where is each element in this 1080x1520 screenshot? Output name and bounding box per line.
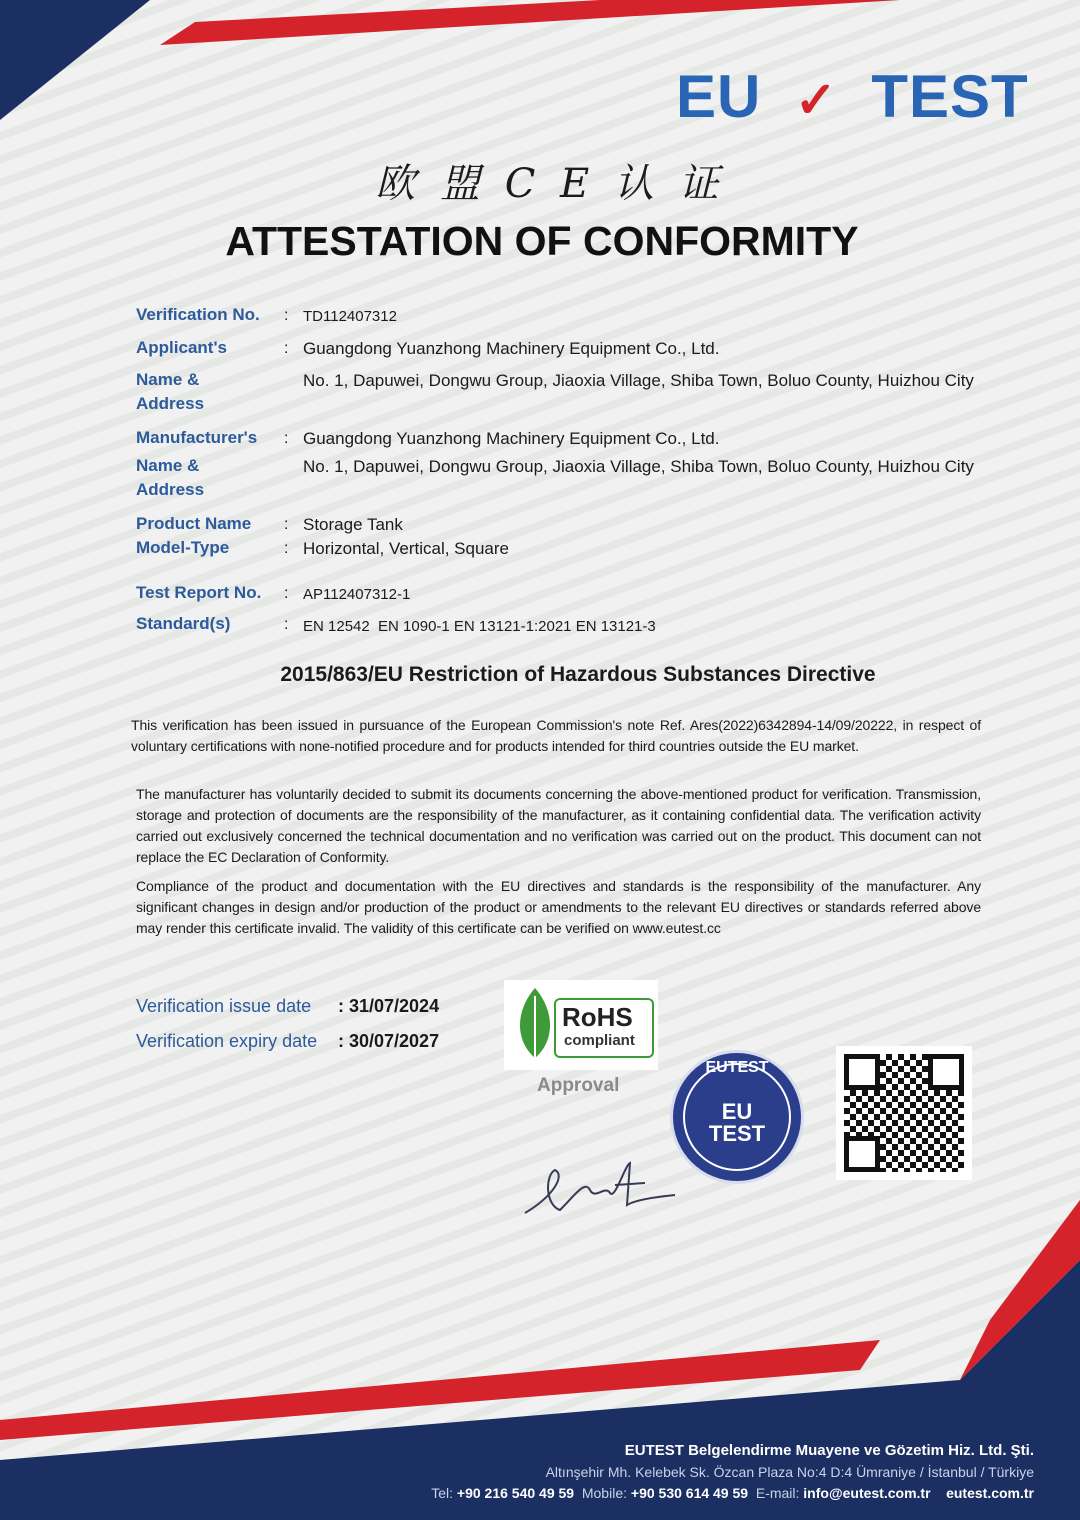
- colon: :: [284, 585, 289, 602]
- model-type-value: Horizontal, Vertical, Square: [303, 539, 509, 558]
- seal-ring-text: EUTEST: [705, 1059, 769, 1076]
- signature: [515, 1155, 685, 1225]
- eutest-logo: EU ✓ TEST: [676, 63, 1029, 130]
- manufacturer-name: Guangdong Yuanzhong Machinery Equipment Co., Ltd.: [303, 429, 720, 448]
- issue-date-label: Verification issue date: [136, 996, 312, 1016]
- top-left-navy-corner: [0, 0, 150, 120]
- approval-label: Approval: [537, 1075, 620, 1096]
- footer-contact: Tel: +90 216 540 49 59 Mobile: +90 530 614 49 59 E-mail: info@eutest.com.tr eutest.com.tr: [431, 1485, 1034, 1501]
- verification-no-label: Verification No.: [136, 305, 260, 324]
- top-red-stripe: [160, 0, 900, 45]
- standards-label: Standard(s): [136, 614, 231, 633]
- colon: :: [284, 430, 289, 447]
- paragraph-2: The manufacturer has voluntarily decided to submit its documents concerning the above-mentioned product for verification. Transmission, storage and protection of documents are the responsibility of the manufacturer, as it containing confidential data. The verification activity carried out exclusively concerned the technical documentation and no verification was carried out on the product. This document can not replace the EC Declaration of Conformity.: [136, 786, 981, 865]
- eutest-seal: [670, 1050, 804, 1184]
- test-report-value: AP112407312-1: [303, 586, 411, 603]
- document-title: ATTESTATION OF CONFORMITY: [225, 218, 859, 264]
- footer-website[interactable]: eutest.com.tr: [946, 1485, 1034, 1501]
- applicant-address: No. 1, Dapuwei, Dongwu Group, Jiaoxia Village, Shiba Town, Boluo County, Huizhou City: [303, 371, 974, 390]
- colon: :: [284, 540, 289, 557]
- footer-email[interactable]: info@eutest.com.tr: [803, 1485, 931, 1501]
- rohs-sub: compliant: [564, 1032, 635, 1049]
- standards-value: EN 12542 EN 1090-1 EN 13121-1:2021 EN 13121-3: [303, 618, 656, 635]
- manufacturer-address: No. 1, Dapuwei, Dongwu Group, Jiaoxia Village, Shiba Town, Boluo County, Huizhou City: [303, 457, 974, 476]
- manufacturer-label: Manufacturer's: [136, 428, 258, 447]
- product-name-value: Storage Tank: [303, 515, 403, 534]
- rohs-title: RoHS: [562, 1002, 633, 1032]
- logo-emblem-icon: ✓: [794, 72, 838, 128]
- footer-address: Altınşehir Mh. Kelebek Sk. Özcan Plaza No:4 D:4 Ümraniye / İstanbul / Türkiye: [545, 1464, 1034, 1480]
- rohs-badge: [504, 980, 658, 1070]
- colon: :: [284, 340, 289, 357]
- footer-mobile: +90 530 614 49 59: [630, 1485, 749, 1501]
- issue-date-value: : 31/07/2024: [338, 996, 440, 1016]
- colon: :: [284, 516, 289, 533]
- applicant-label: Name &: [136, 370, 200, 389]
- expiry-date-label: Verification expiry date: [136, 1031, 318, 1051]
- colon: :: [284, 307, 289, 324]
- product-name-label: Product Name: [136, 514, 252, 533]
- applicant-name: Guangdong Yuanzhong Machinery Equipment Co., Ltd.: [303, 339, 720, 358]
- manufacturer-label: Name &: [136, 456, 200, 475]
- manufacturer-label: Address: [136, 480, 205, 499]
- applicant-label: Address: [136, 394, 205, 413]
- seal-center-text: EU TEST: [708, 1099, 766, 1146]
- applicant-label: Applicant's: [136, 338, 227, 357]
- verification-no-value: TD112407312: [303, 308, 397, 325]
- title-chinese: 欧 盟 C E 认 证: [375, 161, 725, 207]
- paragraph-1: This verification has been issued in pursuance of the European Commission's note Ref. Ares(2022)6342894-14/09/20222, in respect of voluntary certifications with none-notified procedure and for products intended for third countries outside the EU market.: [131, 717, 981, 754]
- paragraph-3: Compliance of the product and documentation with the EU directives and standards is the responsibility of the manufacturer. Any significant changes in design and/or production of the product or amendments to the relevant EU directives or standards referred above may render this certificate invalid. The validity of this certificate can be verified on www.eutest.cc: [136, 878, 981, 936]
- colon: :: [284, 616, 289, 633]
- directive-heading: 2015/863/EU Restriction of Hazardous Substances Directive: [280, 663, 876, 686]
- model-type-label: Model-Type: [136, 538, 230, 557]
- leaf-icon: [510, 986, 560, 1062]
- qr-code[interactable]: [836, 1046, 972, 1180]
- expiry-date-value: : 30/07/2027: [338, 1031, 440, 1051]
- test-report-label: Test Report No.: [136, 583, 262, 602]
- footer-company: EUTEST Belgelendirme Muayene ve Gözetim Hiz. Ltd. Şti.: [624, 1442, 1034, 1459]
- footer-tel: +90 216 540 49 59: [456, 1485, 575, 1501]
